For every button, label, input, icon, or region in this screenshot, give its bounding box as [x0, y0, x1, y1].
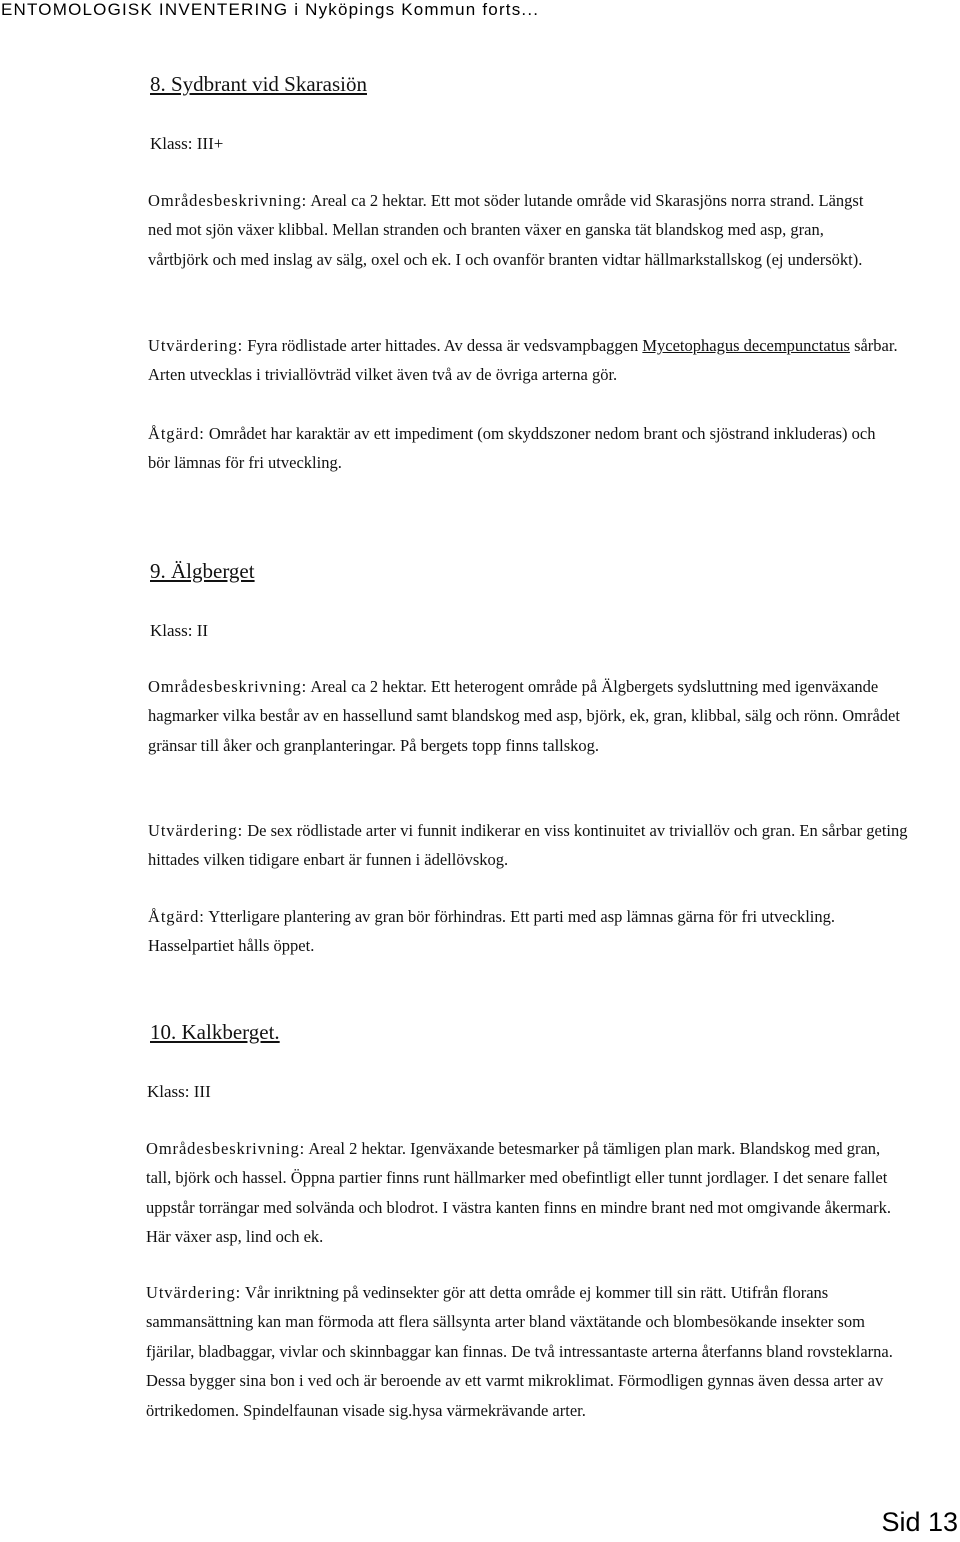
- atgard-text: Området har karaktär av ett impediment (om skyddszoner nedom brant och sjöstrand inkluderas) och bör lämnas för fri utveckling.: [148, 424, 876, 473]
- section-title-9: 9. Älgberget: [150, 559, 255, 583]
- atgard-label: Åtgärd:: [148, 907, 205, 926]
- utvardering-label: Utvärdering:: [146, 1283, 242, 1302]
- section-8-atgard: [148, 419, 893, 478]
- utvardering-text-after: sårbar. Arten utvecklas i triviallövträd vilket även två av de övriga arterna gör.: [148, 336, 898, 385]
- utvardering-text: De sex rödlistade arter vi funnit indikerar en viss kontinuitet av triviallöv och gran. En sårbar geting hittades vilken tidigare enbart är funnen i ädellövskog.: [148, 821, 908, 870]
- beskrivning-text: Areal ca 2 hektar. Ett heterogent område på Älgbergets sydsluttning med igenväxande hagmarker vilka består av en hassellund samt blandskog med asp, björk, ek, gran, klibbal, sälg och rönn. Området gränsar till åker och granplanteringar. På bergets topp finns tallskog.: [148, 677, 900, 755]
- section-title-10: 10. Kalkberget.: [150, 1020, 280, 1044]
- section-title-8: 8. Sydbrant vid Skarasiön: [150, 72, 367, 96]
- section-8-utvardering: [148, 331, 908, 390]
- section-10-utvardering: [146, 1278, 906, 1425]
- beskrivning-text: Areal 2 hektar. Igenväxande betesmarker på tämligen plan mark. Blandskog med gran, tall, björk och hassel. Öppna partier finns runt hällmarker med obefintligt eller tunnt jordlager. I det senare fallet uppstår torrängar med solvända och blodrot. I västra kanten finns en mindre brant ned mot omgivande åkermark. Här växer asp, lind och ek.: [146, 1139, 892, 1247]
- section-10-klass: Klass: III: [147, 1082, 211, 1101]
- running-header: ENTOMOLOGISK INVENTERING i Nyköpings Kommun forts...: [1, 0, 540, 19]
- utvardering-text: Vår inriktning på vedinsekter gör att detta område ej kommer till sin rätt. Utifrån florans sammansättning kan man förmoda att flera sällsynta arter bland växtätande och blombesökande insekter som fjärilar, bladbaggar, vivlar och skinnbaggar kan finnas. De två intressantaste arterna återfanns bland rovsteklarna. Dessa bygger sina bon i ved och är beroende av ett varmt mikroklimat. Förmodligen gynnas även dessa arter av örtrikedomen. Spindelfaunan visade sig.hysa värmekrävande arter.: [146, 1283, 893, 1420]
- utvardering-text-before: Fyra rödlistade arter hittades. Av dessa är vedsvampbaggen: [247, 336, 639, 355]
- utvardering-label: Utvärdering:: [148, 336, 244, 355]
- species-name: Mycetophagus decempunctatus: [642, 336, 850, 355]
- section-9-beskrivning: [148, 672, 908, 760]
- section-10-beskrivning: [146, 1134, 896, 1252]
- section-9-klass: Klass: II: [150, 621, 209, 640]
- page-number: Sid 13: [881, 1507, 958, 1537]
- atgard-label: Åtgärd:: [148, 424, 205, 443]
- section-9-utvardering: [148, 816, 918, 875]
- utvardering-label: Utvärdering:: [148, 821, 244, 840]
- section-8-klass: Klass: III+: [150, 134, 224, 153]
- section-9-atgard: [148, 902, 878, 961]
- beskrivning-label: Områdesbeskrivning:: [148, 191, 308, 210]
- beskrivning-label: Områdesbeskrivning:: [146, 1139, 306, 1158]
- beskrivning-text: Areal ca 2 hektar. Ett mot söder lutande område vid Skarasjöns norra strand. Längst ned mot sjön växer klibbal. Mellan stranden och branten växer en ganska tät blandskog med asp, gran, vårtbjörk och med inslag av sälg, oxel och ek. I och ovanför branten vidtar hällmarkstallskog (ej undersökt).: [148, 191, 864, 269]
- beskrivning-label: Områdesbeskrivning:: [148, 677, 308, 696]
- section-8-beskrivning: [148, 186, 888, 274]
- atgard-text: Ytterligare plantering av gran bör förhindras. Ett parti med asp lämnas gärna för fri utveckling. Hasselpartiet hålls öppet.: [148, 907, 836, 956]
